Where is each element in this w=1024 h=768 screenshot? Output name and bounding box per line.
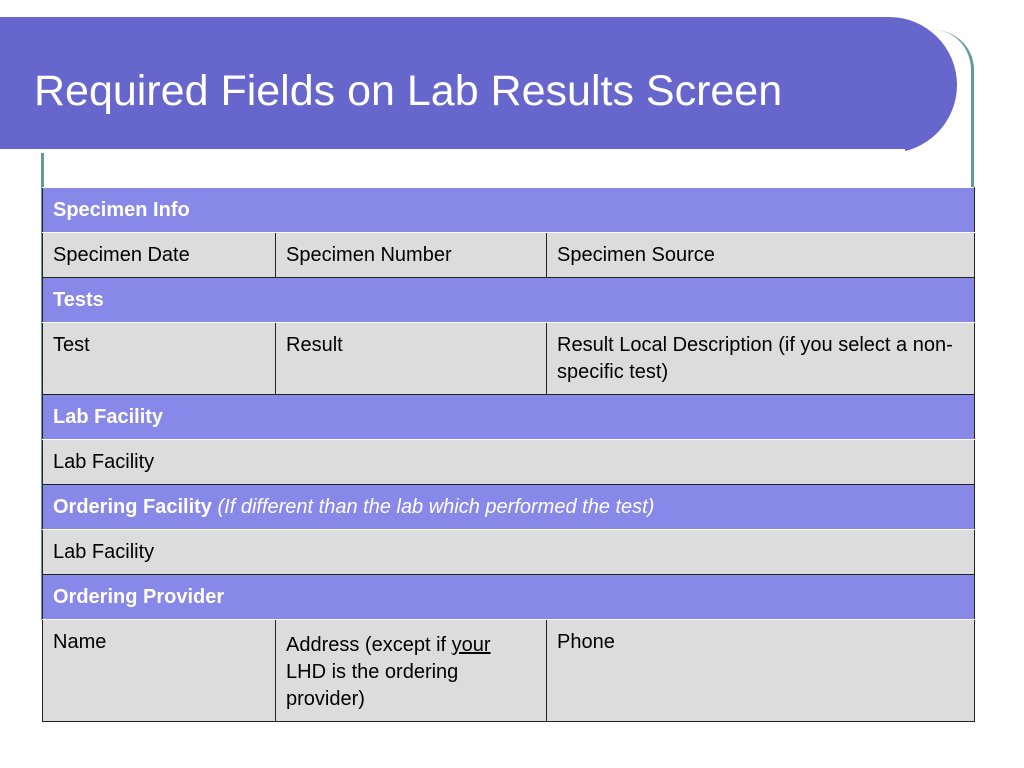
section-ordering-facility [43,485,975,530]
slide-title: Required Fields on Lab Results Screen [34,67,783,115]
section-header-note: (If different than the lab which performed the test) [217,496,655,518]
section-specimen-info [43,188,975,233]
table-cell: Name [43,620,276,722]
table-row [43,233,975,278]
table-cell-address [276,620,547,722]
section-lab-facility [43,395,975,440]
address-text-end: LHD is the ordering provider) [286,661,459,710]
section-header: Tests [43,278,975,323]
table-cell: Lab Facility [43,530,975,575]
required-fields-table [42,187,975,722]
table-cell: Phone [547,620,975,722]
section-header: Lab Facility [43,395,975,440]
table-row [43,323,975,395]
table-cell: Result Local Description (if you select a non-specific test) [547,323,975,395]
table-cell: Specimen Number [276,233,547,278]
section-header-label: Ordering Facility [53,496,212,518]
table-row [43,620,975,722]
section-header [43,485,975,530]
section-header: Ordering Provider [43,575,975,620]
section-header: Specimen Info [43,188,975,233]
table-row [43,440,975,485]
table-cell: Test [43,323,276,395]
title-underline [0,149,905,153]
section-ordering-provider [43,575,975,620]
address-text-start: Address (except if [286,634,452,656]
section-tests [43,278,975,323]
table-row [43,530,975,575]
title-bar [0,17,957,153]
table-cell: Lab Facility [43,440,975,485]
table-cell: Result [276,323,547,395]
address-text-underlined: your [451,634,491,656]
table-cell: Specimen Date [43,233,276,278]
table-cell: Specimen Source [547,233,975,278]
